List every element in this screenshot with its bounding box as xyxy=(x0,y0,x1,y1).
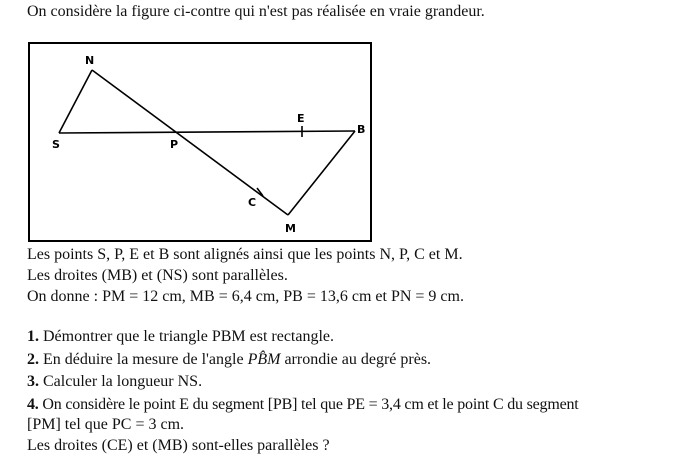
statement-parallel: Les droites (MB) et (NS) sont parallèles. xyxy=(27,267,288,284)
geometry-figure xyxy=(28,42,372,242)
question-1-number: 1. xyxy=(27,328,39,345)
figure-drawing xyxy=(30,44,370,240)
question-1 xyxy=(27,327,334,347)
question-4 xyxy=(27,395,579,415)
question-3-text: Calculer la longueur NS. xyxy=(39,373,203,390)
label-b: B xyxy=(357,123,366,136)
question-1-text: Démontrer que le triangle PBM est rectangle. xyxy=(39,328,335,345)
segment-mb xyxy=(288,131,355,215)
segment-sb xyxy=(59,131,355,133)
question-2-text-after: arrondie au degré près. xyxy=(280,351,432,368)
question-2-number: 2. xyxy=(27,351,39,368)
intro-text: On considère la figure ci-contre qui n'est pas réalisée en vraie grandeur. xyxy=(27,3,485,20)
label-m: M xyxy=(285,222,296,235)
angle-pbm: PB̂M xyxy=(247,351,281,368)
question-2 xyxy=(27,350,431,370)
statement-given: On donne : PM = 12 cm, MB = 6,4 cm, PB = 13,6 cm et PN = 9 cm. xyxy=(27,288,464,305)
question-2-text-before: En déduire la mesure de l'angle xyxy=(39,351,248,368)
segment-sn xyxy=(59,70,92,133)
label-c: C xyxy=(248,196,257,209)
label-e: E xyxy=(297,112,305,125)
statement-aligned: Les points S, P, E et B sont alignés ainsi que les points N, P, C et M. xyxy=(27,246,463,263)
label-n: N xyxy=(85,54,95,67)
question-4-number: 4. xyxy=(27,396,39,413)
question-4-continuation: [PM] tel que PC = 3 cm. xyxy=(27,416,185,433)
question-3 xyxy=(27,372,202,392)
segment-nm xyxy=(92,70,288,215)
question-3-number: 3. xyxy=(27,373,39,390)
question-4-final: Les droites (CE) et (MB) sont-elles parallèles ? xyxy=(27,437,330,454)
label-p: P xyxy=(170,138,179,151)
label-s: S xyxy=(52,138,60,151)
question-4-text: On considère le point E du segment [PB] tel que PE = 3,4 cm et le point C du segment xyxy=(38,396,579,413)
